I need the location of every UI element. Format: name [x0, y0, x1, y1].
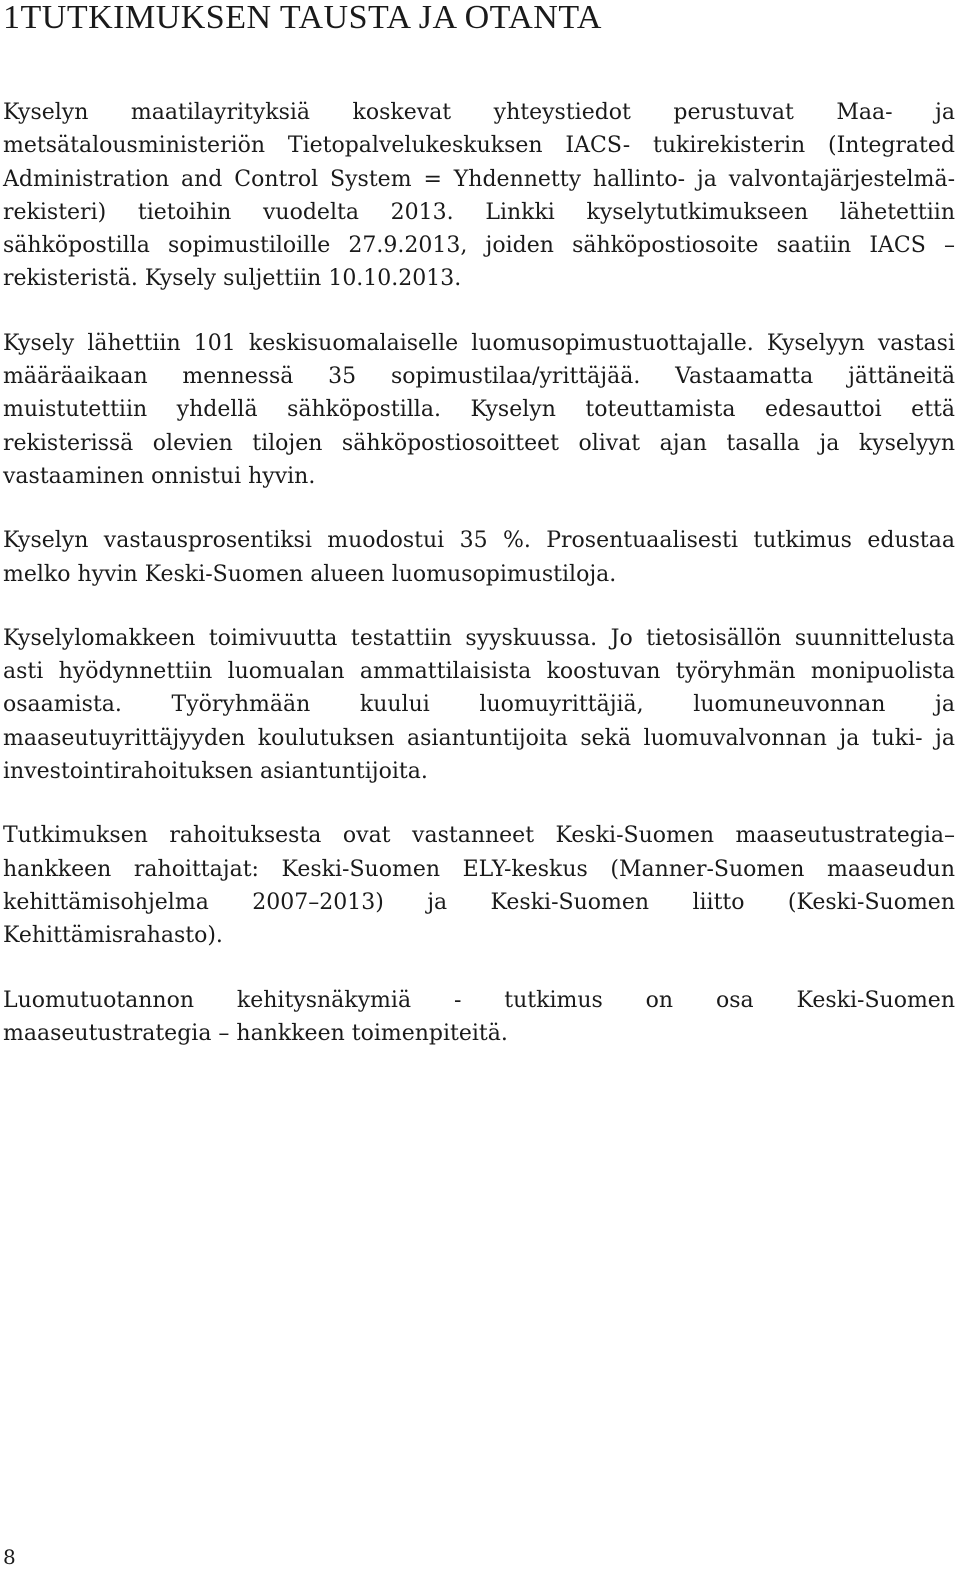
- paragraph-funding: Tutkimuksen rahoituksesta ovat vastanneet Keski-Suomen maaseutustrategia–hankkeen rahoittajat: Keski-Suomen ELY-keskus (Manner-Suomen maaseudun kehittämisohjelma 2007–2013) ja Keski-Suomen liitto (Keski-Suomen Kehittämisrahasto).: [3, 823, 955, 949]
- paragraph-project-note: Luomutuotannon kehitysnäkymiä - tutkimus on osa Keski-Suomen maaseutustrategia – hankkeen toimenpiteitä.: [3, 987, 955, 1046]
- paragraph-form-testing: Kyselylomakkeen toimivuutta testattiin syyskuussa. Jo tietosisällön suunnittelusta asti hyödynnettiin luomualan ammattilaisista koostuvan työryhmän monipuolista osaamista. Työryhmään kuului luomuyrittäjiä, luomuneuvonnan ja maaseutuyrittäjyyden koulutuksen asiantuntijoita sekä luomuvalvonnan ja tuki- ja investointirahoituksen asiantuntijoita.: [3, 625, 955, 785]
- paragraph-response-rate: Kyselyn vastausprosentiksi muodostui 35 %. Prosentuaalisesti tutkimus edustaa melko hyvin Keski-Suomen alueen luomusopimustiloja.: [3, 528, 955, 587]
- body-text: [3, 96, 955, 1050]
- paragraph-survey-sent: Kysely lähettiin 101 keskisuomalaiselle luomusopimustuottajalle. Kyselyyn vastasi määräaikaan mennessä 35 sopimustilaa/yrittäjää. Vastaamatta jättäneitä muistutettiin yhdellä sähköpostilla. Kyselyn toteuttamista edesauttoi että rekisterissä olevien tilojen sähköpostiosoitteet olivat ajan tasalla ja kyselyyn vastaaminen onnistui hyvin.: [3, 330, 955, 489]
- section-heading: 1TUTKIMUKSEN TAUSTA JA OTANTA: [3, 0, 602, 36]
- paragraph-data-sources: Kyselyn maatilayrityksiä koskevat yhteystiedot perustuvat Maa- ja metsätalousministeriön Tietopalvelukeskuksen IACS- tukirekisterin (Integrated Administration and Control System = Yhdennetty hallinto- ja valvontajärjestelmä-rekisteri) tietoihin vuodelta 2013. Linkki kyselytutkimukseen lähetettiin sähköpostilla sopimustiloille 27.9.2013, joiden sähköpostiosoite saatiin IACS – rekisteristä. Kysely suljettiin 10.10.2013.: [3, 100, 955, 292]
- page-number: 8: [3, 1545, 16, 1569]
